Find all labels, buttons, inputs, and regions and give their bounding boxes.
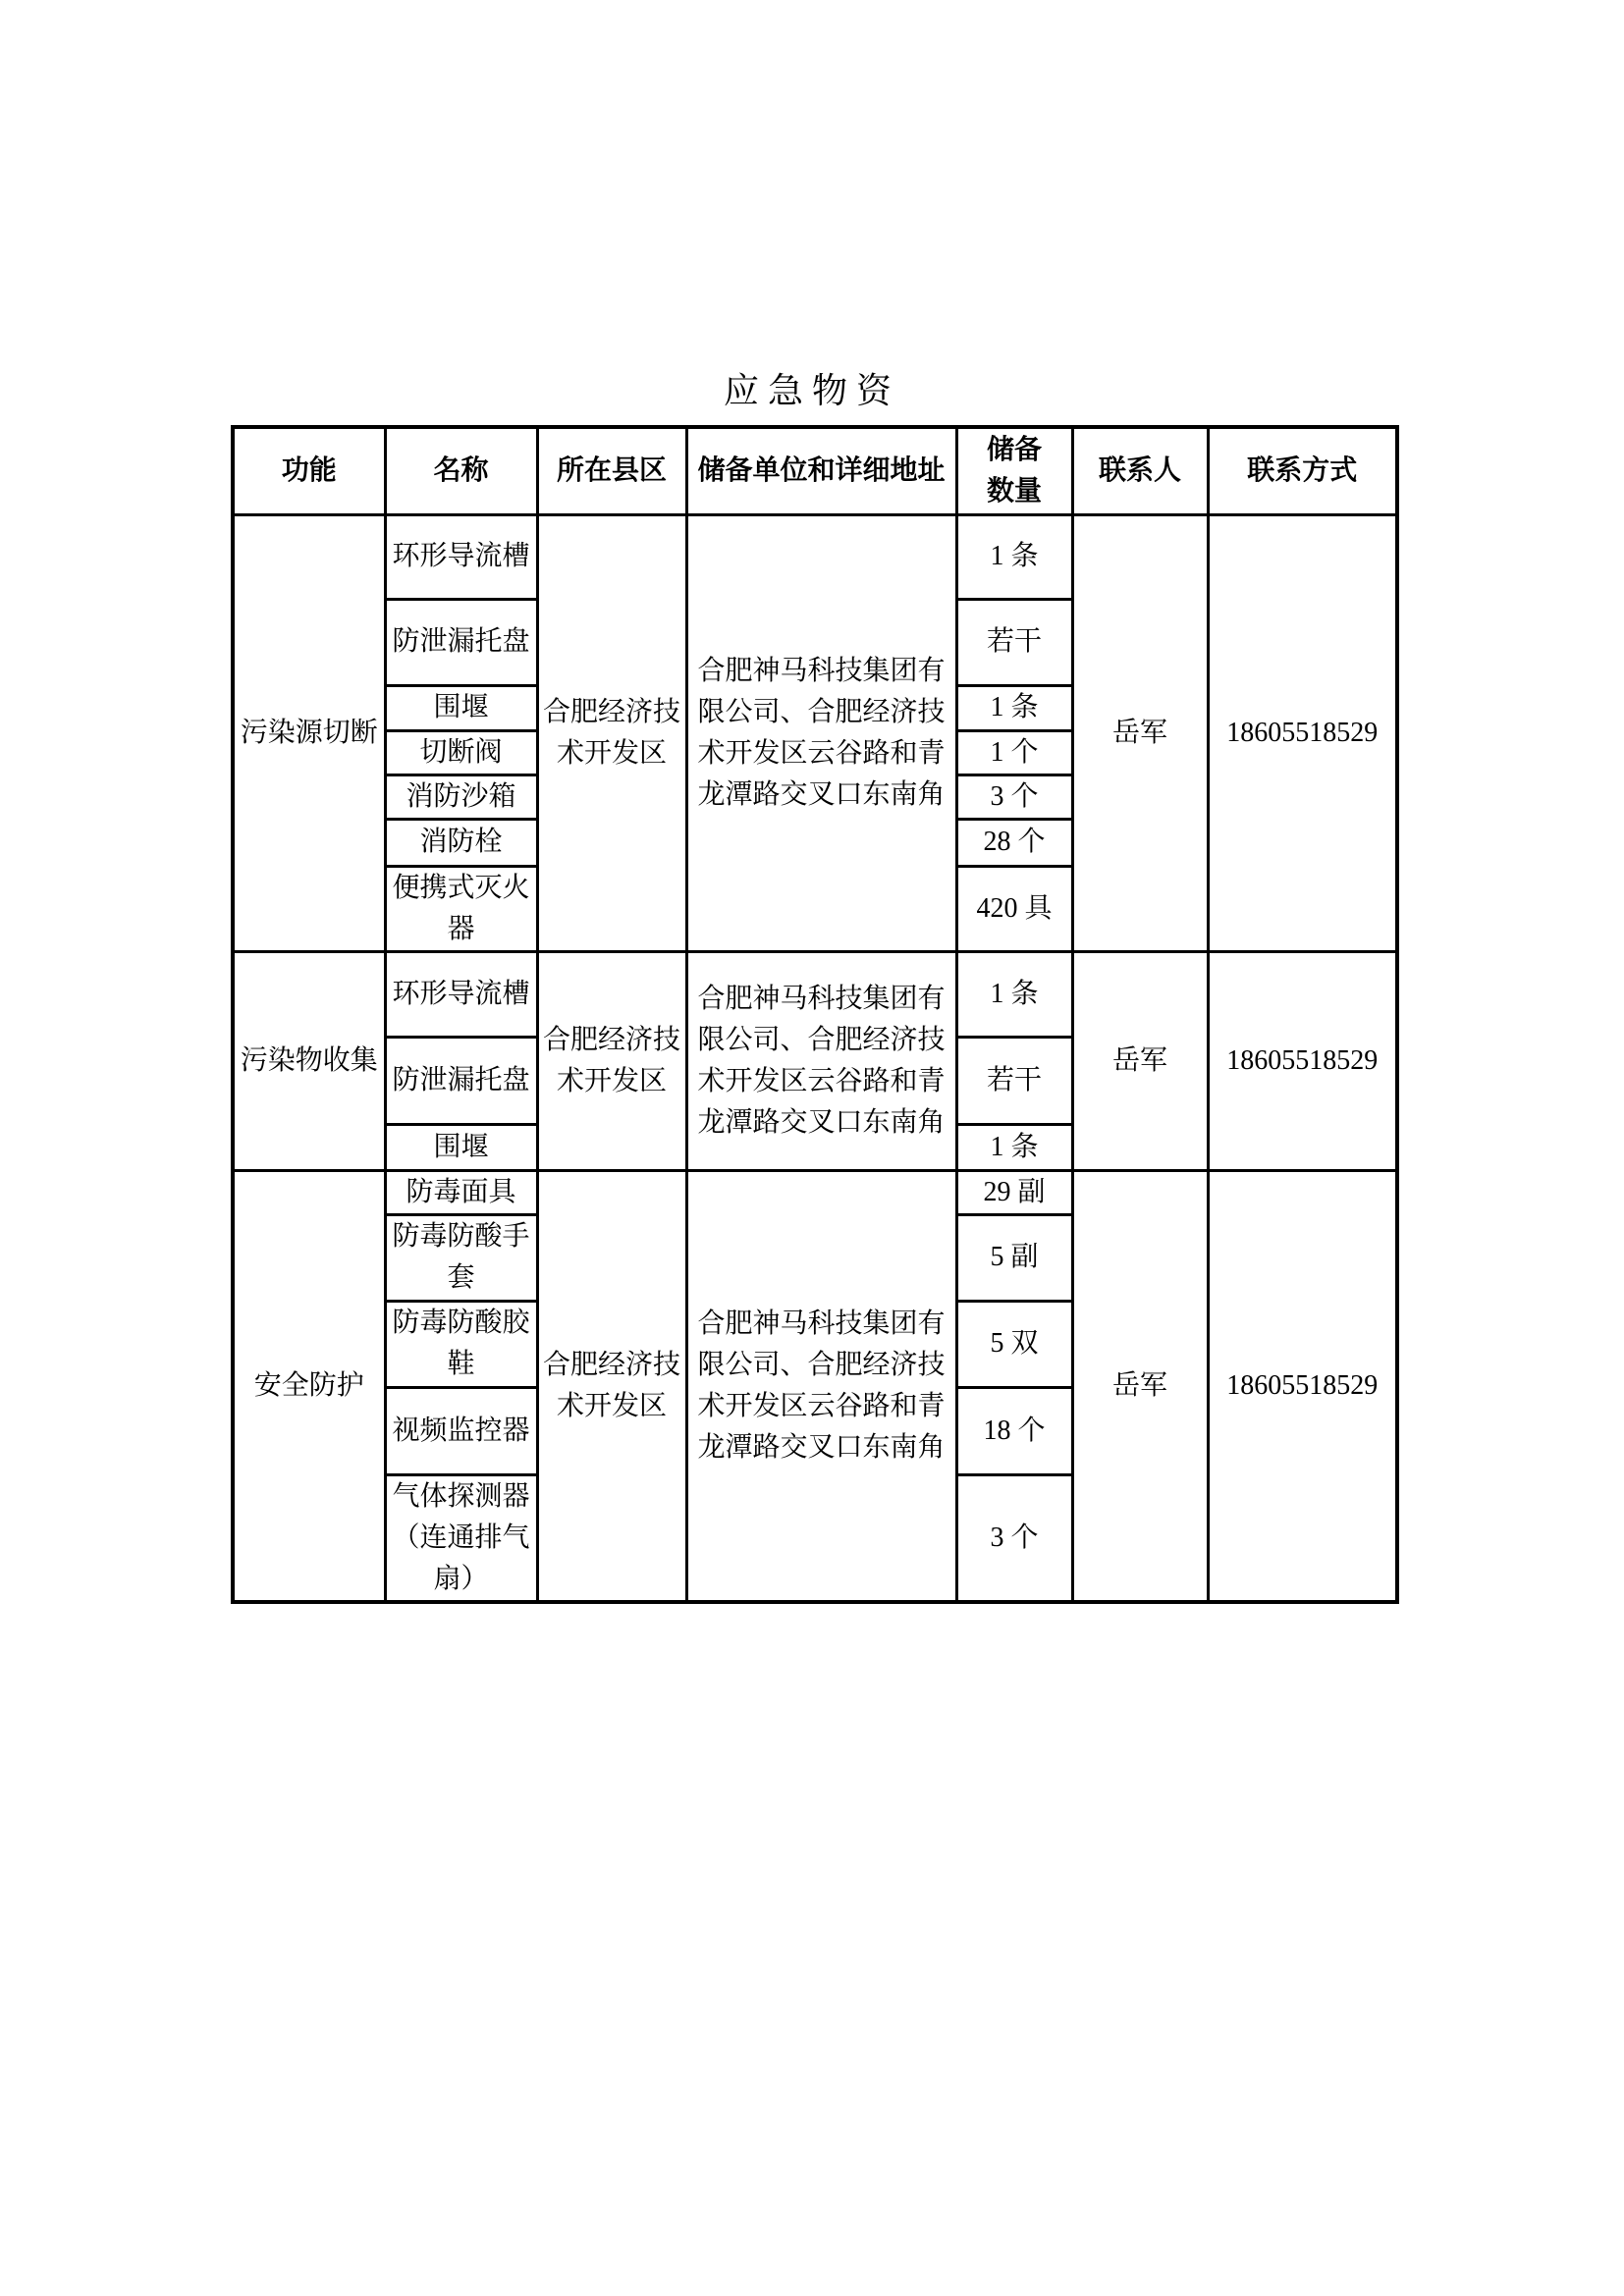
cell-contact-name: 岳军 [1072, 1170, 1208, 1602]
cell-item-name: 围堰 [385, 1124, 537, 1170]
page-title: 应急物资 [723, 371, 900, 410]
cell-function: 污染源切断 [233, 514, 385, 951]
cell-quantity: 若干 [956, 599, 1072, 685]
cell-quantity: 1 条 [956, 685, 1072, 730]
cell-item-name: 环形导流槽 [385, 514, 537, 599]
cell-district: 合肥经济技术开发区 [537, 951, 686, 1170]
header-address: 储备单位和详细地址 [686, 427, 956, 514]
cell-quantity: 若干 [956, 1037, 1072, 1124]
cell-item-name: 便携式灭火器 [385, 866, 537, 951]
cell-contact-name: 岳军 [1072, 951, 1208, 1170]
cell-item-name: 防毒防酸手套 [385, 1214, 537, 1301]
cell-item-name: 环形导流槽 [385, 951, 537, 1037]
cell-quantity: 1 个 [956, 730, 1072, 774]
cell-item-name: 切断阀 [385, 730, 537, 774]
cell-quantity: 3 个 [956, 774, 1072, 819]
cell-quantity: 28 个 [956, 819, 1072, 866]
cell-quantity: 29 副 [956, 1170, 1072, 1214]
cell-item-name: 视频监控器 [385, 1387, 537, 1474]
table-row [233, 1170, 1397, 1214]
cell-district: 合肥经济技术开发区 [537, 1170, 686, 1602]
header-district: 所在县区 [537, 427, 686, 514]
cell-phone: 18605518529 [1208, 514, 1397, 951]
header-quantity: 储备数量 [956, 427, 1072, 514]
cell-contact-name: 岳军 [1072, 514, 1208, 951]
cell-phone: 18605518529 [1208, 1170, 1397, 1602]
cell-quantity: 3 个 [956, 1474, 1072, 1602]
header-function: 功能 [233, 427, 385, 514]
cell-quantity: 420 具 [956, 866, 1072, 951]
cell-quantity: 1 条 [956, 514, 1072, 599]
cell-phone: 18605518529 [1208, 951, 1397, 1170]
header-name: 名称 [385, 427, 537, 514]
cell-district: 合肥经济技术开发区 [537, 514, 686, 951]
emergency-supplies-table [231, 425, 1399, 1604]
cell-function: 安全防护 [233, 1170, 385, 1602]
cell-item-name: 防泄漏托盘 [385, 1037, 537, 1124]
cell-quantity: 1 条 [956, 951, 1072, 1037]
cell-address: 合肥神马科技集团有限公司、合肥经济技术开发区云谷路和青龙潭路交叉口东南角 [686, 514, 956, 951]
table-row [233, 951, 1397, 1037]
cell-item-name: 气体探测器（连通排气扇） [385, 1474, 537, 1602]
cell-item-name: 消防沙箱 [385, 774, 537, 819]
cell-item-name: 防毒防酸胶鞋 [385, 1301, 537, 1387]
header-contact: 联系人 [1072, 427, 1208, 514]
cell-quantity: 5 双 [956, 1301, 1072, 1387]
cell-address: 合肥神马科技集团有限公司、合肥经济技术开发区云谷路和青龙潭路交叉口东南角 [686, 1170, 956, 1602]
cell-item-name: 消防栓 [385, 819, 537, 866]
cell-item-name: 防毒面具 [385, 1170, 537, 1214]
cell-item-name: 防泄漏托盘 [385, 599, 537, 685]
cell-quantity: 1 条 [956, 1124, 1072, 1170]
cell-quantity: 18 个 [956, 1387, 1072, 1474]
cell-function: 污染物收集 [233, 951, 385, 1170]
table-row [233, 514, 1397, 599]
header-phone: 联系方式 [1208, 427, 1397, 514]
cell-item-name: 围堰 [385, 685, 537, 730]
cell-quantity: 5 副 [956, 1214, 1072, 1301]
header-row [233, 427, 1397, 514]
cell-address: 合肥神马科技集团有限公司、合肥经济技术开发区云谷路和青龙潭路交叉口东南角 [686, 951, 956, 1170]
